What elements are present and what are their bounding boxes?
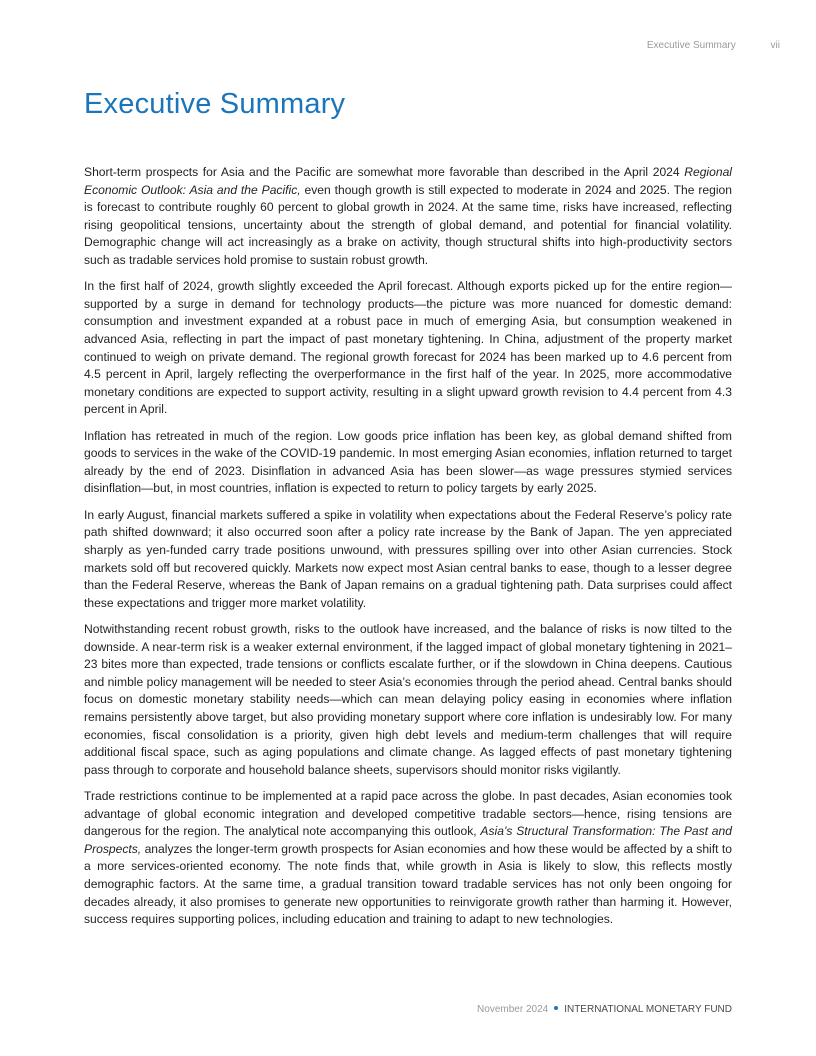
header-section-label: Executive Summary xyxy=(646,40,736,51)
header-page-number: vii xyxy=(770,40,780,51)
paragraph-4 xyxy=(84,507,732,613)
paragraph-6-text-2: analyzes the longer-term growth prospects for Asian economies and how these would be affected by a shift to a more services-oriented economy. The note finds that, while growth in Asia is likely to slow, this reflects mostly demographic factors. At the same time, a gradual transition toward tradable services has not only been ongoing for decades already, it also promises to generate new opportunities to reinvigorate growth rather than harming it. However, success requires supporting polices, including education and training to adapt to new technologies. xyxy=(84,841,732,927)
paragraph-1-text-1: Short-term prospects for Asia and the Pacific are somewhat more favorable than described in the April 2024 xyxy=(84,165,685,179)
paragraph-6-note-title: Asia’s Structural Transformation: The Past and Prospects, xyxy=(84,824,732,856)
paragraph-3-text: Inflation has retreated in much of the region. Low goods price inflation has been key, as global demand shifted from goods to services in the wake of the COVID-19 pandemic. In most emerging Asian economies, inflation returned to target already by the end of 2023. Disinflation in advanced Asia has been slower—as wage pressures stymied services disinflation—but, in most countries, inflation is expected to return to policy targets by early 2025. xyxy=(84,428,732,496)
paragraph-1 xyxy=(84,164,732,270)
paragraph-2 xyxy=(84,278,732,419)
footer-organization: INTERNATIONAL MONETARY FUND xyxy=(564,1004,732,1015)
paragraph-5-text: Notwithstanding recent robust growth, risks to the outlook have increased, and the balance of risks is now tilted to the downside. A near-term risk is a weaker external environment, if the lagged impact of global monetary tightening in 2021–23 bites more than expected, trade tensions or conflicts escalate further, or if the slowdown in China deepens. Cautious and nimble policy management will be needed to steer Asia’s economies through the period ahead. Central banks should focus on domestic monetary stability needs—which can mean delaying policy easing in economies where inflation remains persistently above target, but also providing monetary support where core inflation is undesirably low. For many economies, fiscal consolidation is a priority, given high debt levels and medium-term challenges that will require additional fiscal space, such as aging populations and climate change. As lagged effects of past monetary tightening pass through to corporate and household balance sheets, supervisors should monitor risks vigilantly. xyxy=(84,622,732,777)
paragraph-3 xyxy=(84,428,732,498)
footer-bullet-icon xyxy=(554,1006,558,1010)
paragraph-4-text: In early August, financial markets suffered a spike in volatility when expectations about the Federal Reserve’s policy rate path shifted downward; it also occurred soon after a policy rate increase by the Bank of Japan. The yen appreciated sharply as yen-funded carry trade positions unwound, with pressures spilling over into other Asian currencies. Stock markets sold off but recovered quickly. Markets now expect most Asian central banks to ease, though to a lesser degree than the Federal Reserve, whereas the Bank of Japan remains on a gradual tightening path. Data surprises could affect these expectations and trigger more market volatility. xyxy=(84,507,732,610)
body-text xyxy=(84,164,732,937)
page-title: Executive Summary xyxy=(84,88,346,120)
paragraph-6-text-1: Trade restrictions continue to be implemented at a rapid pace across the globe. In past decades, Asian economies took advantage of global economic integration and developed competitive tradable sectors—hence, rising tensions are dangerous for the region. The analytical note accompanying this outlook, xyxy=(84,789,732,839)
paragraph-1-report-title: Regional Economic Outlook: Asia and the Pacific, xyxy=(84,165,732,197)
running-footer xyxy=(84,1004,732,1015)
paragraph-5 xyxy=(84,621,732,779)
footer-date: November 2024 xyxy=(477,1004,549,1015)
paragraph-2-text: In the first half of 2024, growth slightly exceeded the April forecast. Although exports picked up for the entire region—supported by a surge in demand for technology products—the picture was more nuanced for domestic demand: consumption and investment expanded at a robust pace in much of emerging Asia, but consumption weakened in advanced Asia, reflecting in part the impact of past monetary tightening. In China, adjustment of the property market continued to weigh on private demand. The regional growth forecast for 2024 has been marked up to 4.6 percent from 4.5 percent in April, largely reflecting the overperformance in the first half of the year. In 2025, more accommodative monetary conditions are expected to support activity, resulting in a slight upward growth revision to 4.4 percent from 4.3 percent in April. xyxy=(84,279,732,417)
running-header xyxy=(560,40,780,51)
paragraph-6 xyxy=(84,788,732,929)
paragraph-1-text-2: even though growth is still expected to moderate in 2024 and 2025. The region is forecast to contribute roughly 60 percent to global growth in 2024. At the same time, risks have increased, reflecting rising geopolitical tensions, uncertainty about the strength of global demand, and potential for financial volatility. Demographic change will act increasingly as a brake on activity, though structural shifts into high-productivity sectors such as tradable services hold promise to sustain robust growth. xyxy=(84,182,732,267)
